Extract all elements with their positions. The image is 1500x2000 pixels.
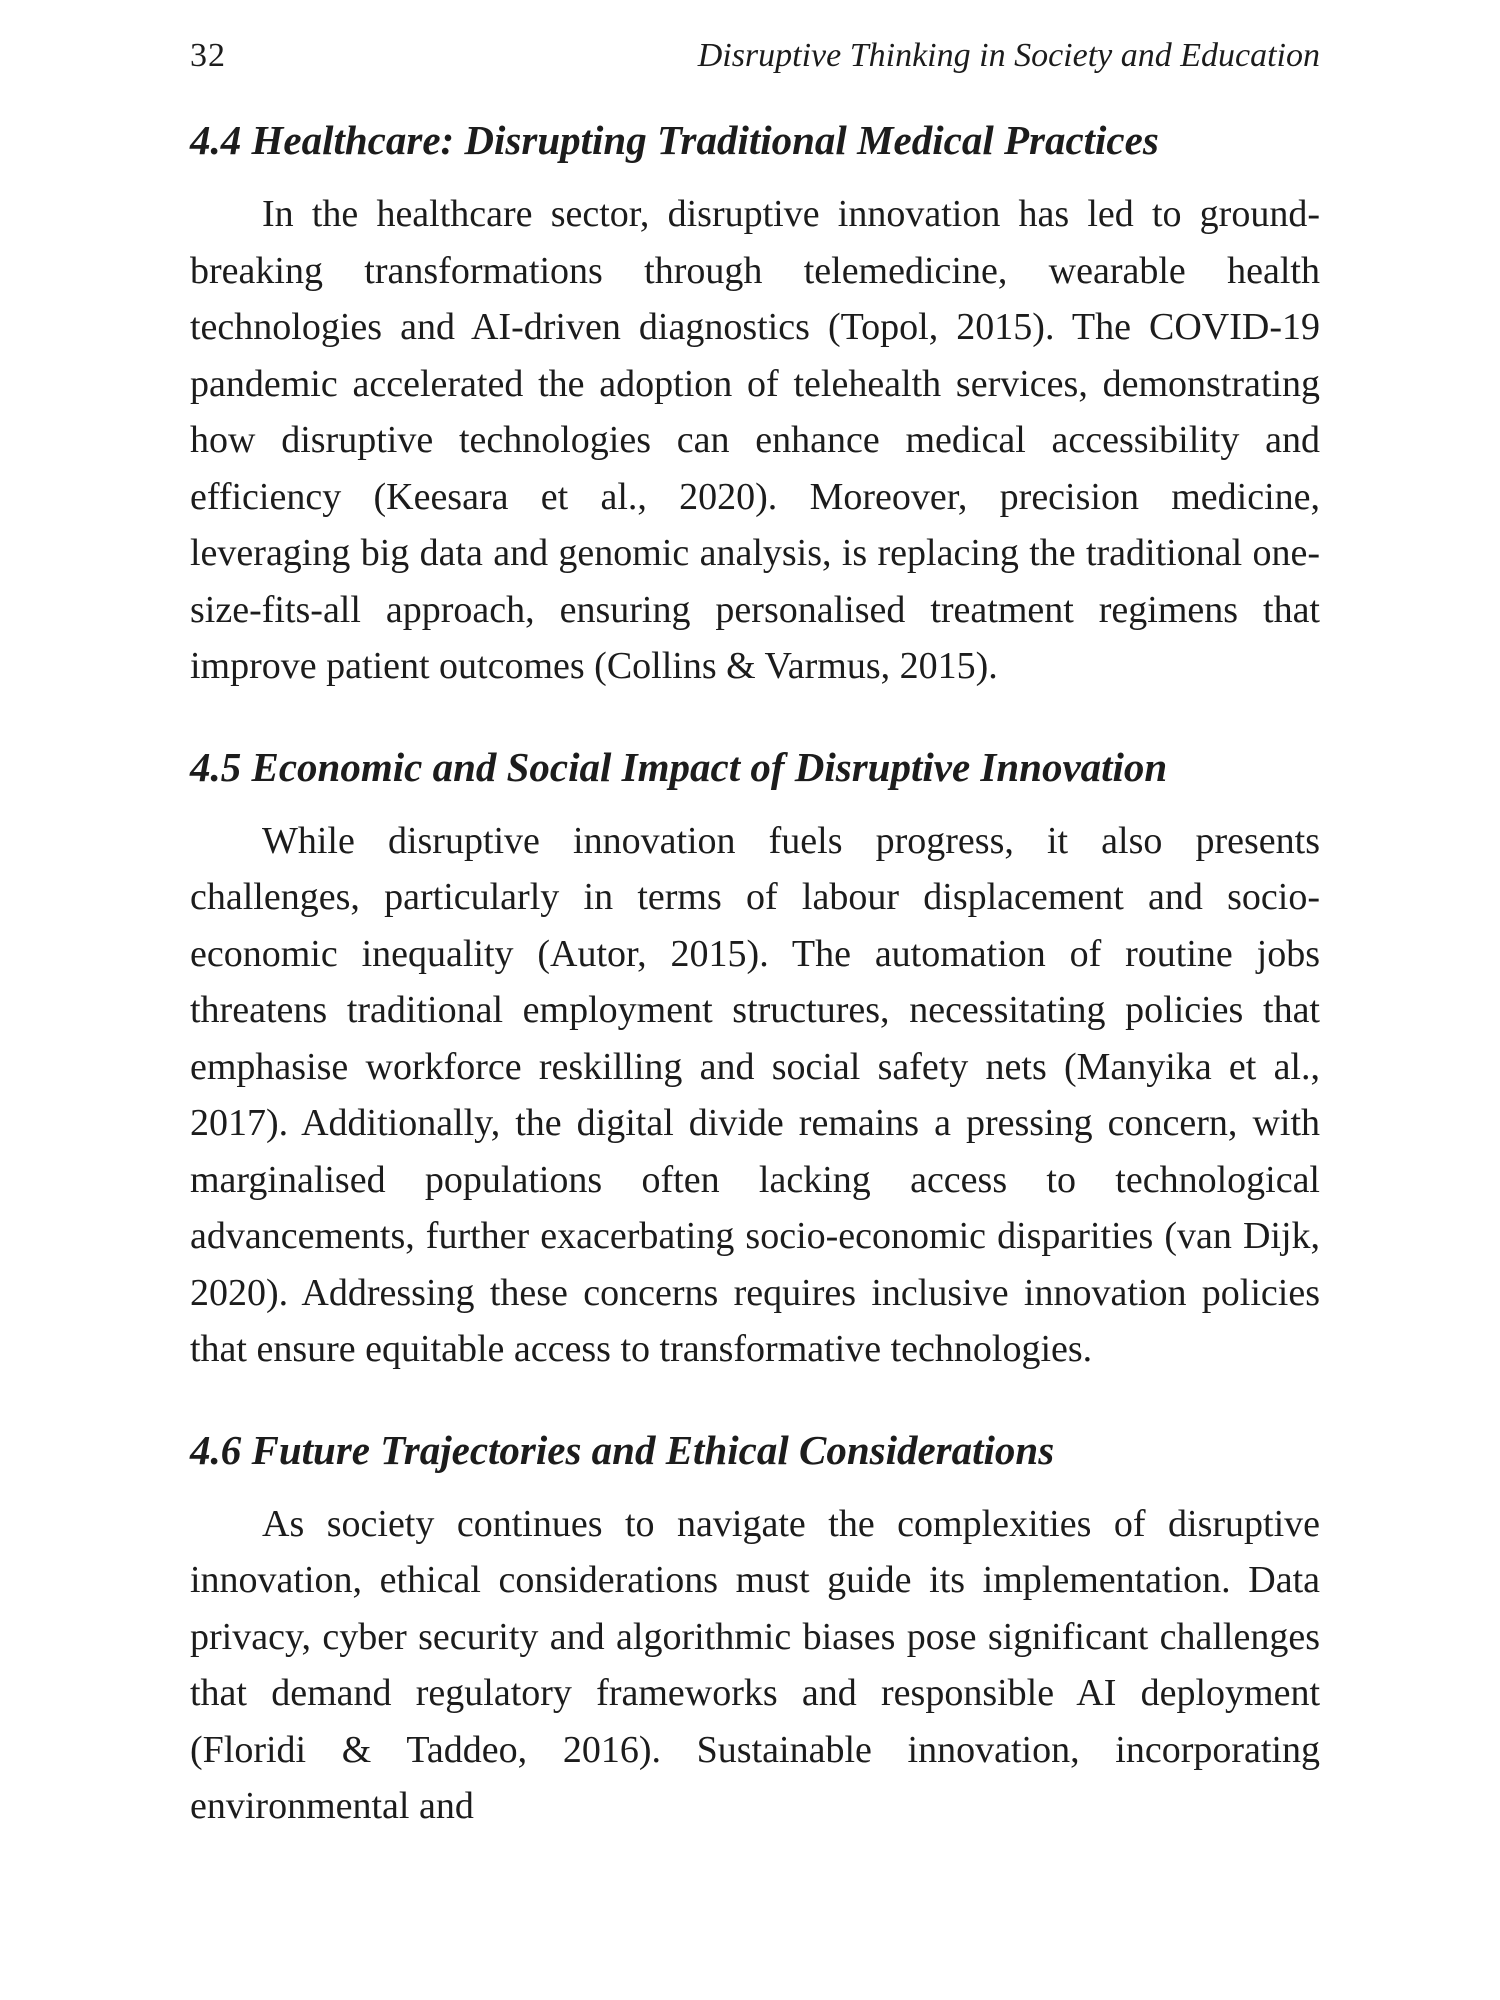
section-4-4 xyxy=(190,114,1320,695)
running-header xyxy=(190,34,1320,78)
body-paragraph: As society continues to navigate the complexities of disruptive innovation, ethical considerations must guide its implementation. Data privacy, cyber security and algorithmic biases pose significant challenges that demand regulatory frameworks and responsible AI deployment (Floridi & Taddeo, 2016). Sustainable innovation, incorporating environmental and xyxy=(190,1502,1320,1827)
section-4-6 xyxy=(190,1424,1320,1835)
running-title: Disruptive Thinking in Society and Education xyxy=(697,37,1320,74)
section-4-5 xyxy=(190,741,1320,1378)
body-paragraph: In the healthcare sector, disruptive innovation has led to ground-breaking transformations through telemedicine, wearable health technologies and AI-driven diagnostics (Topol, 2015). The COVID-19 pandemic accelerated the adoption of telehealth services, demonstrating how disruptive technologies can enhance medical accessibility and efficiency (Keesara et al., 2020). Moreover, precision medicine, leveraging big data and genomic analysis, is replacing the traditional one-size-fits-all approach, ensuring personalised treatment regimens that improve patient outcomes (Collins & Varmus, 2015). xyxy=(190,193,1320,687)
page-number: 32 xyxy=(190,37,226,74)
section-heading: 4.5 Economic and Social Impact of Disruptive Innovation xyxy=(190,743,1168,790)
body-paragraph: While disruptive innovation fuels progress, it also presents challenges, particularly in terms of labour displacement and socio-economic inequality (Autor, 2015). The automation of routine jobs threatens traditional employment structures, necessitating policies that emphasise workforce reskilling and social safety nets (Manyika et al., 2017). Additionally, the digital divide remains a pressing concern, with marginalised populations often lacking access to technological advancements, further exacerbating socio-economic disparities (van Dijk, 2020). Addressing these concerns requires inclusive innovation policies that ensure equitable access to transformative technologies. xyxy=(190,819,1320,1370)
section-heading: 4.6 Future Trajectories and Ethical Considerations xyxy=(190,1426,1055,1473)
section-heading: 4.4 Healthcare: Disrupting Traditional Medical Practices xyxy=(190,117,1159,163)
